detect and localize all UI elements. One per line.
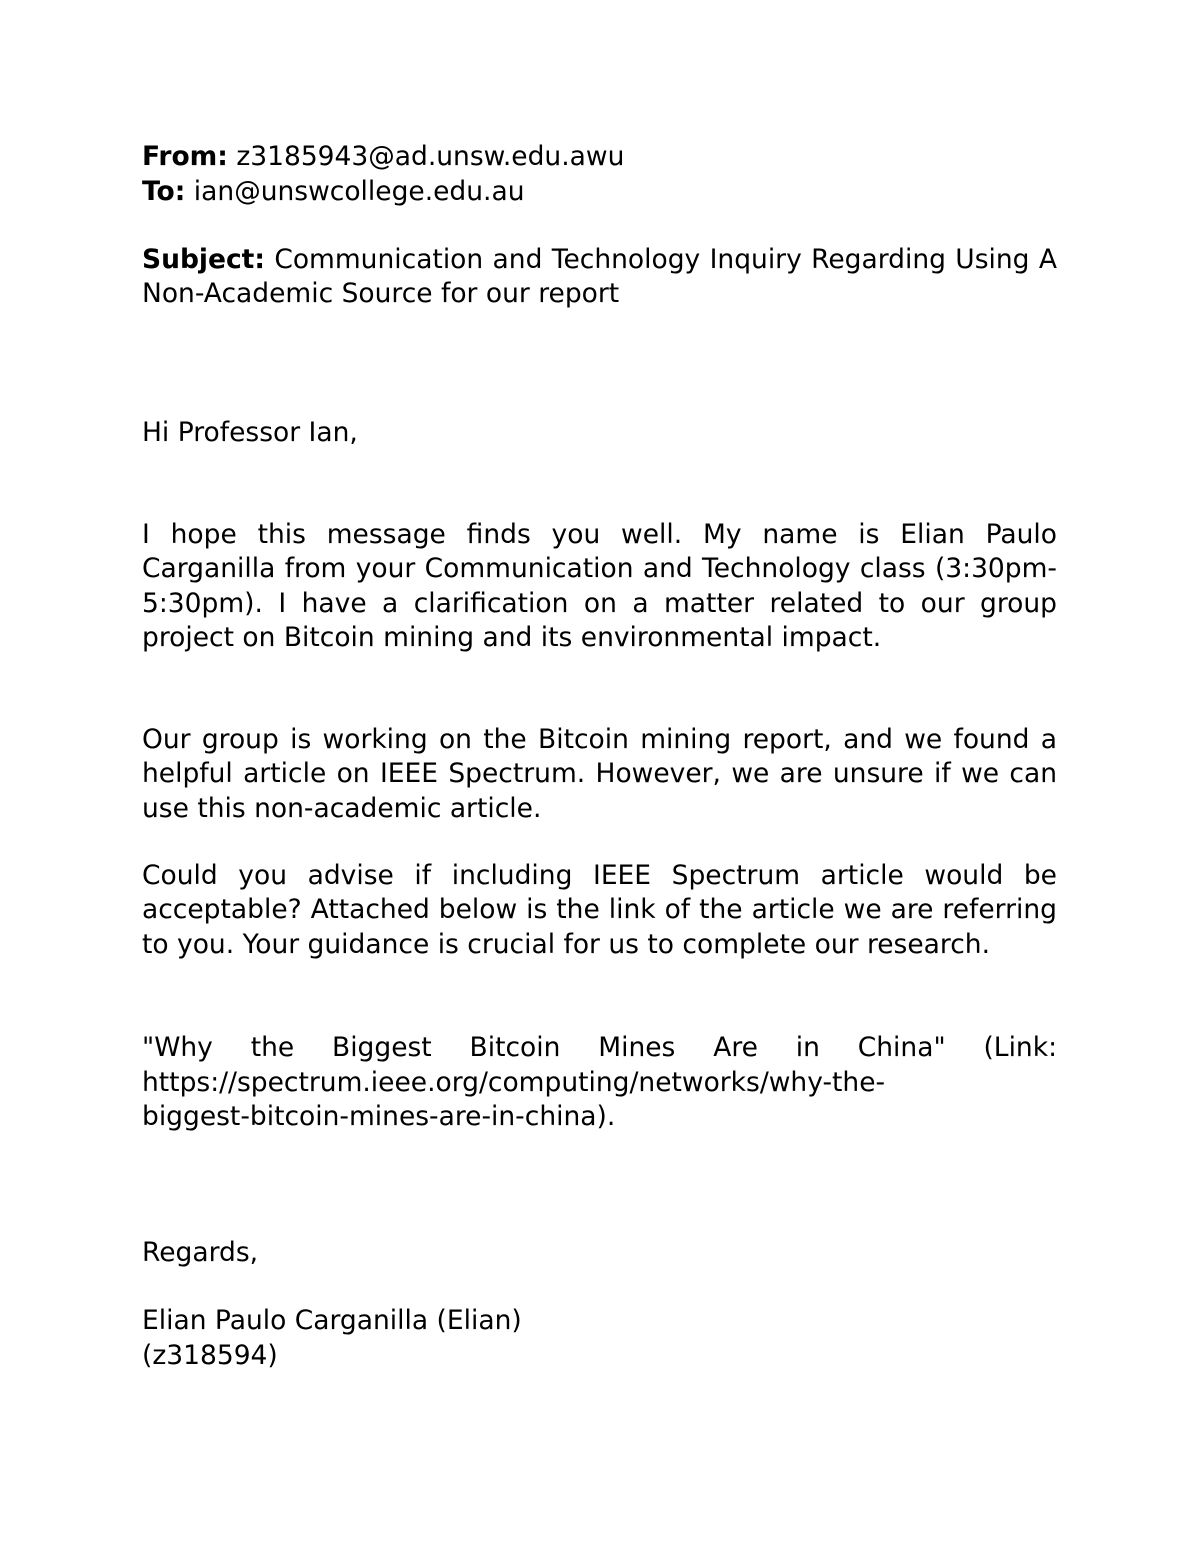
closing: Regards, — [142, 1237, 259, 1268]
paragraph-context: Our group is working on the Bitcoin mining report, and we found a helpful article on IEEE Spectrum. However, we are unsure if we can use this non-academic article. — [142, 724, 1057, 824]
paragraph-request: Could you advise if including IEEE Spectrum article would be acceptable? Attached below is the link of the article we are referring to you. Your guidance is crucial for us to complete our research. — [142, 860, 1057, 960]
to-line — [142, 175, 1057, 209]
subject-text: Communication and Technology Inquiry Regarding Using A Non-Academic Source for our report — [142, 244, 1057, 310]
from-line — [142, 140, 1057, 174]
article-link-line-1: https://spectrum.ieee.org/computing/networks/why-the- — [142, 1067, 886, 1098]
to-address: ian@unswcollege.edu.au — [185, 176, 525, 207]
from-label: From: — [142, 141, 228, 172]
to-label: To: — [142, 176, 186, 207]
article-title-line: "Why the Biggest Bitcoin Mines Are in China" (Link: — [142, 1032, 1057, 1063]
subject-line — [142, 243, 1057, 312]
greeting: Hi Professor Ian, — [142, 417, 358, 448]
from-address: z3185943@ad.unsw.edu.awu — [227, 141, 625, 172]
sender-id: (z318594) — [142, 1340, 278, 1371]
paragraph-intro: I hope this message finds you well. My name is Elian Paulo Carganilla from your Communication and Technology class (3:30pm-5:30pm). I have a clarification on a matter related to our group project on Bitcoin mining and its environmental impact. — [142, 519, 1057, 654]
subject-label: Subject: — [142, 244, 265, 275]
article-link-line-2: biggest-bitcoin-mines-are-in-china). — [142, 1101, 616, 1132]
sender-name: Elian Paulo Carganilla (Elian) — [142, 1305, 522, 1336]
